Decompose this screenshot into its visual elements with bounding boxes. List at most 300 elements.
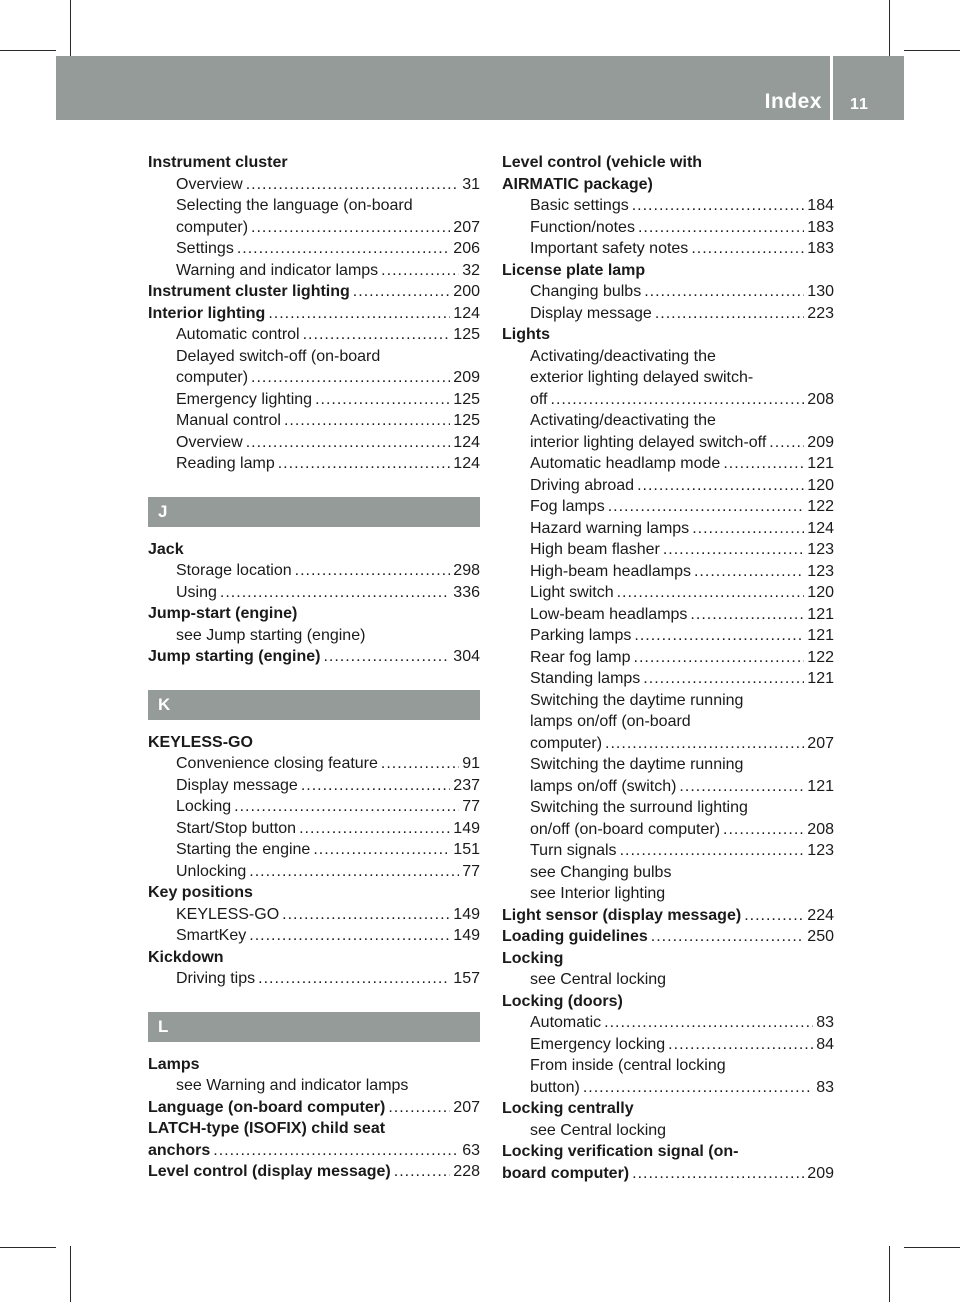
- index-subentry[interactable]: [148, 560, 480, 582]
- index-subentry[interactable]: [502, 389, 834, 411]
- page-reference[interactable]: 77: [462, 862, 480, 880]
- index-subentry[interactable]: [148, 238, 480, 260]
- entry-text: Basic settings: [530, 197, 629, 214]
- entry-text: Automatic headlamp mode: [530, 455, 721, 472]
- entry-text: Reading lamp: [176, 455, 275, 472]
- index-subentry[interactable]: [148, 389, 480, 411]
- index-entry[interactable]: [148, 1097, 480, 1119]
- index-subentry[interactable]: [148, 925, 480, 947]
- dot-leader: [313, 839, 450, 861]
- index-entry[interactable]: [148, 281, 480, 303]
- index-subentry[interactable]: [148, 861, 480, 883]
- entry-text: Driving tips: [176, 970, 256, 987]
- entry-text: anchors: [148, 1141, 211, 1159]
- entry-text: Locking: [176, 798, 232, 815]
- entry-text: Start/Stop button: [176, 819, 297, 837]
- entry-text: Level control (vehicle with: [502, 154, 703, 171]
- entry-text: Light switch: [530, 584, 614, 601]
- page-reference[interactable]: 77: [462, 798, 480, 815]
- index-subentry[interactable]: [502, 1077, 834, 1099]
- index-entry: [148, 1118, 480, 1140]
- entry-text: exterior lighting delayed switch-: [530, 369, 754, 386]
- page-number: 11: [850, 96, 869, 113]
- index-entry: [148, 882, 480, 904]
- index-subentry[interactable]: [502, 625, 834, 647]
- index-subentry: [502, 1055, 834, 1077]
- page-reference[interactable]: 223: [807, 304, 834, 322]
- dot-leader: [278, 453, 451, 475]
- dot-leader: [234, 796, 459, 818]
- dot-leader: [295, 560, 451, 582]
- entry-text: Lamps: [148, 1055, 200, 1073]
- page-reference[interactable]: 151: [453, 841, 480, 858]
- entry-text: Loading guidelines: [502, 928, 648, 945]
- index-column-right: [502, 152, 834, 1184]
- index-subentry: [502, 690, 834, 712]
- index-subentry[interactable]: [502, 496, 834, 518]
- dot-leader: [282, 904, 450, 926]
- dot-leader: [769, 432, 804, 454]
- page-reference[interactable]: 149: [453, 905, 480, 923]
- page-reference[interactable]: 83: [816, 1078, 834, 1096]
- index-subentry[interactable]: [148, 796, 480, 818]
- index-entry: [502, 1141, 834, 1163]
- entry-text: Selecting the language (on-board: [176, 197, 413, 214]
- page-reference[interactable]: 207: [453, 1098, 480, 1116]
- crop-mark: [889, 1246, 890, 1302]
- header-divider: [830, 56, 833, 120]
- index-subentry: [502, 367, 834, 389]
- entry-text: Interior lighting: [148, 304, 266, 322]
- entry-text: see Central locking: [530, 971, 667, 988]
- index-subentry[interactable]: [502, 475, 834, 497]
- crop-mark: [0, 1247, 56, 1248]
- page-reference[interactable]: 120: [807, 476, 834, 494]
- index-entry: [502, 991, 834, 1013]
- page-reference[interactable]: 123: [807, 842, 834, 859]
- page-reference[interactable]: 298: [453, 562, 480, 579]
- page-reference[interactable]: 200: [453, 283, 480, 300]
- dot-leader: [246, 174, 460, 196]
- dot-leader: [315, 389, 450, 411]
- index-entry[interactable]: [502, 905, 834, 927]
- dot-leader: [353, 281, 451, 303]
- entry-text: Storage location: [176, 562, 292, 579]
- index-subentry: [502, 862, 834, 884]
- entry-text: Jump-start (engine): [148, 605, 298, 622]
- page-reference[interactable]: 123: [807, 562, 834, 580]
- page-reference[interactable]: 124: [453, 433, 480, 451]
- page-reference[interactable]: 207: [453, 218, 480, 236]
- entry-text: Switching the daytime running: [530, 691, 744, 709]
- page-reference[interactable]: 125: [453, 412, 480, 429]
- dot-leader: [605, 733, 804, 755]
- entry-text: Level control (display message): [148, 1163, 391, 1180]
- index-subentry[interactable]: [502, 733, 834, 755]
- index-entry[interactable]: [148, 303, 480, 325]
- entry-text: computer): [176, 369, 249, 386]
- entry-text: LATCH-type (ISOFIX) child seat: [148, 1120, 386, 1137]
- entry-text: Standing lamps: [530, 670, 641, 687]
- entry-text: SmartKey: [176, 927, 247, 944]
- dot-leader: [608, 496, 805, 518]
- entry-text: AIRMATIC package): [502, 175, 653, 193]
- entry-text: Display message: [176, 776, 298, 794]
- index-subentry[interactable]: [502, 840, 834, 862]
- page-reference[interactable]: 237: [453, 776, 480, 794]
- crop-mark: [889, 0, 890, 56]
- section-letter-header: J: [148, 497, 480, 527]
- entry-text: Automatic control: [176, 326, 300, 343]
- index-subentry[interactable]: [502, 195, 834, 217]
- index-subentry: [502, 754, 834, 776]
- dot-leader: [249, 925, 450, 947]
- index-subentry[interactable]: [502, 1012, 834, 1034]
- entry-text: Hazard warning lamps: [530, 519, 690, 537]
- index-subentry: [502, 883, 834, 905]
- entry-text: Instrument cluster lighting: [148, 283, 350, 300]
- dot-leader: [213, 1140, 459, 1162]
- page-reference[interactable]: 224: [807, 906, 834, 924]
- index-subentry[interactable]: [502, 432, 834, 454]
- index-subentry[interactable]: [502, 303, 834, 325]
- entry-text: computer): [176, 218, 249, 236]
- entry-text: Important safety notes: [530, 240, 689, 257]
- page-reference[interactable]: 32: [462, 261, 480, 279]
- dot-leader: [655, 303, 804, 325]
- entry-text: off: [530, 390, 548, 408]
- page-reference[interactable]: 206: [453, 240, 480, 257]
- dot-leader: [723, 819, 804, 841]
- page-reference[interactable]: 209: [807, 433, 834, 451]
- index-entry: [148, 539, 480, 561]
- page-reference[interactable]: 124: [453, 455, 480, 472]
- entry-text: Jump starting (engine): [148, 648, 321, 665]
- index-subentry[interactable]: [502, 453, 834, 475]
- page-reference[interactable]: 124: [453, 304, 480, 322]
- dot-leader: [637, 475, 804, 497]
- page-reference[interactable]: 149: [453, 819, 480, 837]
- page-reference[interactable]: 121: [807, 455, 834, 472]
- index-subentry: [502, 346, 834, 368]
- index-subentry: [502, 797, 834, 819]
- index-subentry[interactable]: [148, 453, 480, 475]
- index-entry: [502, 324, 834, 346]
- page-reference[interactable]: 209: [453, 369, 480, 386]
- dot-leader: [634, 647, 805, 669]
- entry-text: see Jump starting (engine): [176, 626, 366, 644]
- dot-leader: [644, 281, 804, 303]
- dot-leader: [617, 582, 805, 604]
- entry-text: Turn signals: [530, 842, 617, 859]
- crop-mark: [904, 50, 960, 51]
- dot-leader: [220, 582, 450, 604]
- dot-leader: [551, 389, 805, 411]
- dot-leader: [246, 432, 451, 454]
- index-entry: [148, 152, 480, 174]
- index-subentry[interactable]: [148, 775, 480, 797]
- dot-leader: [632, 1163, 804, 1185]
- entry-text: Function/notes: [530, 218, 635, 236]
- entry-text: computer): [530, 734, 603, 752]
- page-reference[interactable]: 209: [807, 1164, 834, 1182]
- entry-text: Locking (doors): [502, 992, 623, 1010]
- page-reference[interactable]: 31: [462, 175, 480, 193]
- entry-text: Convenience closing feature: [176, 755, 378, 772]
- index-entry: [502, 260, 834, 282]
- entry-text: Locking: [502, 949, 564, 967]
- entry-text: Light sensor (display message): [502, 906, 742, 924]
- page-reference[interactable]: 120: [807, 584, 834, 601]
- dot-leader: [744, 905, 804, 927]
- index-subentry: [502, 711, 834, 733]
- index-subentry[interactable]: [502, 281, 834, 303]
- entry-text: see Warning and indicator lamps: [176, 1077, 409, 1094]
- index-subentry[interactable]: [502, 561, 834, 583]
- index-subentry[interactable]: [148, 839, 480, 861]
- crop-mark: [70, 1246, 71, 1302]
- index-entry[interactable]: [148, 1140, 480, 1162]
- entry-text: Display message: [530, 304, 652, 322]
- index-entry: [148, 1054, 480, 1076]
- index-entry: [148, 732, 480, 754]
- dot-leader: [251, 217, 450, 239]
- index-subentry[interactable]: [148, 968, 480, 990]
- page-reference[interactable]: 124: [807, 519, 834, 537]
- page-reference[interactable]: 125: [453, 326, 480, 343]
- dot-leader: [299, 818, 450, 840]
- dot-leader: [643, 668, 804, 690]
- index-subentry[interactable]: [148, 432, 480, 454]
- index-subentry[interactable]: [148, 367, 480, 389]
- entry-text: High beam flasher: [530, 541, 660, 558]
- index-entry[interactable]: [148, 646, 480, 668]
- entry-text: Activating/deactivating the: [530, 412, 716, 429]
- entry-text: Starting the engine: [176, 841, 311, 858]
- index-subentry[interactable]: [502, 582, 834, 604]
- entry-text: License plate lamp: [502, 261, 646, 279]
- dot-leader: [632, 195, 805, 217]
- entry-text: Locking centrally: [502, 1100, 634, 1117]
- entry-text: Instrument cluster: [148, 154, 288, 171]
- page-reference[interactable]: 122: [807, 648, 834, 666]
- page-reference[interactable]: 63: [462, 1141, 480, 1159]
- entry-text: Switching the daytime running: [530, 756, 744, 773]
- entry-text: Low-beam headlamps: [530, 605, 688, 623]
- index-subentry[interactable]: [148, 753, 480, 775]
- entry-text: Key positions: [148, 884, 253, 901]
- dot-leader: [303, 324, 451, 346]
- index-subentry[interactable]: [502, 217, 834, 239]
- entry-text: Changing bulbs: [530, 283, 642, 300]
- page-reference[interactable]: 130: [807, 283, 834, 300]
- index-subentry[interactable]: [502, 819, 834, 841]
- entry-text: Emergency locking: [530, 1035, 666, 1053]
- dot-leader: [694, 561, 804, 583]
- index-entry: [502, 152, 834, 174]
- crop-mark: [70, 0, 71, 56]
- index-entry: [502, 948, 834, 970]
- dot-leader: [692, 518, 804, 540]
- index-entry: [502, 1098, 834, 1120]
- section-letter-header: L: [148, 1012, 480, 1042]
- index-subentry[interactable]: [502, 668, 834, 690]
- entry-text: see Central locking: [530, 1121, 667, 1139]
- page-reference[interactable]: 122: [807, 498, 834, 515]
- dot-leader: [651, 926, 805, 948]
- dot-leader: [620, 840, 805, 862]
- entry-text: Fog lamps: [530, 498, 605, 515]
- index-entry: [502, 174, 834, 196]
- index-subentry[interactable]: [502, 518, 834, 540]
- entry-text: Using: [176, 583, 217, 601]
- index-entry[interactable]: [502, 926, 834, 948]
- entry-text: Rear fog lamp: [530, 648, 631, 666]
- dot-leader: [388, 1097, 450, 1119]
- index-subentry[interactable]: [502, 604, 834, 626]
- index-subentry: [502, 410, 834, 432]
- dot-leader: [258, 968, 450, 990]
- entry-text: Activating/deactivating the: [530, 347, 716, 365]
- index-subentry[interactable]: [502, 238, 834, 260]
- entry-text: Warning and indicator lamps: [176, 261, 379, 279]
- dot-leader: [268, 303, 450, 325]
- index-entry: [148, 603, 480, 625]
- entry-text: lamps on/off (switch): [530, 777, 677, 795]
- dot-leader: [394, 1161, 451, 1183]
- entry-text: board computer): [502, 1164, 630, 1182]
- page-reference[interactable]: 91: [462, 755, 480, 772]
- page-reference[interactable]: 125: [453, 390, 480, 408]
- entry-text: lamps on/off (on-board: [530, 713, 691, 730]
- dot-leader: [663, 539, 804, 561]
- index-subentry[interactable]: [148, 174, 480, 196]
- entry-text: Overview: [176, 175, 243, 193]
- dot-leader: [237, 238, 450, 260]
- section-letter-header: K: [148, 690, 480, 720]
- index-subentry[interactable]: [148, 217, 480, 239]
- index-subentry[interactable]: [148, 410, 480, 432]
- entry-text: Overview: [176, 433, 243, 451]
- entry-text: From inside (central locking: [530, 1057, 726, 1074]
- entry-text: KEYLESS-GO: [148, 733, 253, 751]
- entry-text: button): [530, 1078, 580, 1096]
- entry-text: Driving abroad: [530, 476, 635, 494]
- entry-text: KEYLESS-GO: [176, 905, 280, 923]
- dot-leader: [604, 1012, 813, 1034]
- entry-text: Parking lamps: [530, 627, 632, 644]
- crop-mark: [0, 50, 56, 51]
- crop-mark: [904, 1247, 960, 1248]
- page-reference[interactable]: 336: [453, 583, 480, 601]
- entry-text: see Changing bulbs: [530, 863, 672, 881]
- index-subentry[interactable]: [502, 647, 834, 669]
- entry-text: Kickdown: [148, 948, 224, 966]
- index-subentry: [502, 1120, 834, 1142]
- page-reference[interactable]: 208: [807, 390, 834, 408]
- dot-leader: [679, 776, 804, 798]
- page-reference[interactable]: 304: [453, 648, 480, 665]
- dot-leader: [284, 410, 450, 432]
- entry-text: Lights: [502, 326, 550, 343]
- index-subentry[interactable]: [148, 324, 480, 346]
- page-reference[interactable]: 157: [453, 970, 480, 987]
- entry-text: Switching the surround lighting: [530, 799, 748, 816]
- entry-text: Jack: [148, 540, 184, 558]
- dot-leader: [381, 260, 459, 282]
- entry-text: Unlocking: [176, 862, 247, 880]
- entry-text: High-beam headlamps: [530, 562, 691, 580]
- index-entry[interactable]: [502, 1163, 834, 1185]
- index-subentry: [148, 625, 480, 647]
- entry-text: Language (on-board computer): [148, 1098, 386, 1116]
- page-reference[interactable]: 84: [816, 1035, 834, 1053]
- page-reference[interactable]: 228: [453, 1163, 480, 1180]
- entry-text: Locking verification signal (on-: [502, 1143, 739, 1160]
- page-reference[interactable]: 207: [807, 734, 834, 752]
- page-reference[interactable]: 208: [807, 820, 834, 838]
- page-reference[interactable]: 184: [807, 197, 834, 214]
- index-entry: [148, 947, 480, 969]
- dot-leader: [301, 775, 450, 797]
- dot-leader: [723, 453, 804, 475]
- index-subentry[interactable]: [148, 904, 480, 926]
- page-reference[interactable]: 121: [807, 670, 834, 687]
- entry-text: interior lighting delayed switch-off: [530, 433, 767, 451]
- page-reference[interactable]: 121: [807, 777, 834, 795]
- page-reference[interactable]: 121: [807, 627, 834, 644]
- index-subentry[interactable]: [502, 539, 834, 561]
- page-reference[interactable]: 183: [807, 218, 834, 236]
- index-subentry: [148, 346, 480, 368]
- entry-text: Delayed switch-off (on-board: [176, 347, 381, 365]
- index-subentry[interactable]: [148, 818, 480, 840]
- dot-leader: [690, 604, 804, 626]
- dot-leader: [634, 625, 804, 647]
- page-reference[interactable]: 83: [816, 1014, 834, 1031]
- entry-text: see Interior lighting: [530, 885, 666, 902]
- index-subentry[interactable]: [502, 776, 834, 798]
- index-column-left: [148, 152, 480, 1183]
- index-subentry: [148, 195, 480, 217]
- entry-text: Emergency lighting: [176, 390, 313, 408]
- page-reference[interactable]: 149: [453, 927, 480, 944]
- index-subentry[interactable]: [148, 260, 480, 282]
- index-subentry: [502, 969, 834, 991]
- dot-leader: [691, 238, 804, 260]
- page-reference[interactable]: 183: [807, 240, 834, 257]
- dot-leader: [251, 367, 450, 389]
- dot-leader: [381, 753, 459, 775]
- page-reference[interactable]: 123: [807, 541, 834, 558]
- entry-text: Manual control: [176, 412, 281, 429]
- entry-text: Settings: [176, 240, 234, 257]
- dot-leader: [668, 1034, 813, 1056]
- dot-leader: [249, 861, 459, 883]
- page-reference[interactable]: 121: [807, 605, 834, 623]
- dot-leader: [323, 646, 450, 668]
- index-entry[interactable]: [148, 1161, 480, 1183]
- index-subentry[interactable]: [502, 1034, 834, 1056]
- dot-leader: [583, 1077, 813, 1099]
- page-reference[interactable]: 250: [807, 928, 834, 945]
- dot-leader: [638, 217, 804, 239]
- entry-text: Automatic: [530, 1014, 602, 1031]
- page-title: Index: [764, 90, 822, 113]
- index-subentry: [148, 1075, 480, 1097]
- entry-text: on/off (on-board computer): [530, 820, 721, 838]
- index-subentry[interactable]: [148, 582, 480, 604]
